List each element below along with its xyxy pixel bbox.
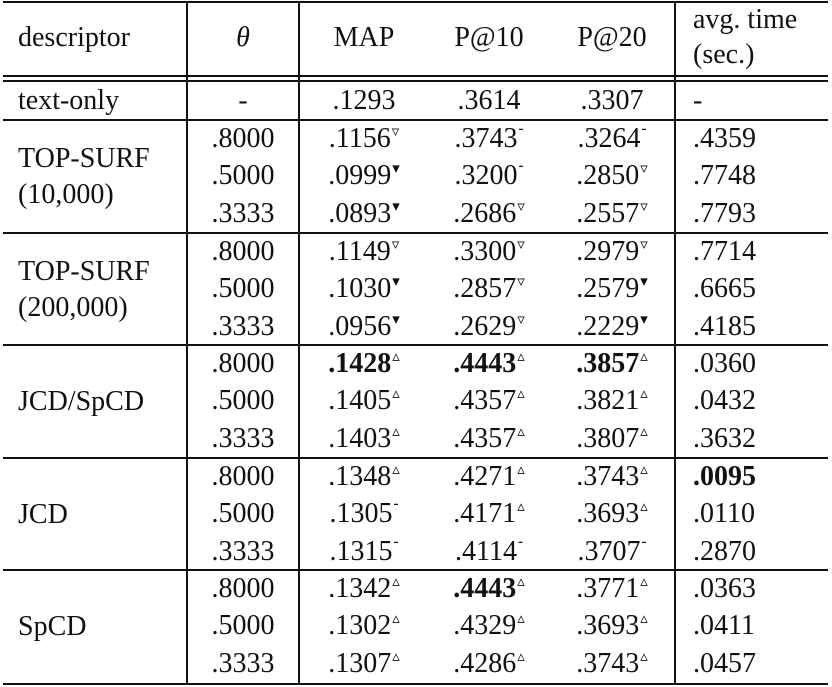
column-divider bbox=[674, 1, 676, 685]
p10-cell bbox=[428, 311, 550, 347]
cell-value: .0457 bbox=[693, 647, 756, 679]
header-p10: P@10 bbox=[454, 22, 524, 53]
header-avg-time: avg. time bbox=[693, 4, 798, 35]
no-significance-marker: - bbox=[641, 533, 647, 550]
cell-value: .2579 bbox=[576, 273, 640, 305]
significance-marker-icon: ▵ bbox=[517, 423, 525, 440]
significance-marker-icon: ▿ bbox=[517, 311, 525, 328]
cell-value: .1348 bbox=[328, 461, 392, 492]
p20-cell bbox=[550, 273, 674, 309]
theta-value: .8000 bbox=[211, 123, 275, 154]
cell-value: .4357 bbox=[453, 385, 517, 417]
no-significance-marker: - bbox=[518, 121, 524, 137]
significance-marker-icon: ▵ bbox=[517, 462, 525, 478]
baseline-descriptor: text-only bbox=[18, 85, 120, 116]
theta-value: .8000 bbox=[211, 461, 275, 492]
p20-cell bbox=[550, 533, 674, 572]
significance-marker-icon: ▵ bbox=[640, 462, 648, 478]
bottom-rule bbox=[3, 683, 828, 685]
header-descriptor: descriptor bbox=[18, 22, 130, 53]
map-cell bbox=[300, 123, 428, 159]
cell-value: .4359 bbox=[693, 123, 756, 154]
significance-marker-icon: ▿ bbox=[391, 237, 400, 253]
theta-value: .5000 bbox=[211, 160, 275, 192]
cell-value: .1403 bbox=[328, 422, 392, 454]
significance-marker-icon: ▿ bbox=[517, 198, 525, 215]
significance-marker-icon: ▵ bbox=[640, 349, 648, 365]
row-separator bbox=[3, 119, 828, 121]
avg-time-cell bbox=[693, 198, 756, 230]
theta-value: .8000 bbox=[211, 348, 275, 379]
p20-cell bbox=[550, 311, 674, 347]
header-p20: P@20 bbox=[577, 22, 647, 53]
cell-value: .3821 bbox=[576, 385, 640, 417]
map-cell bbox=[300, 573, 428, 609]
theta-value: .3333 bbox=[211, 422, 275, 454]
avg-time-cell bbox=[693, 536, 756, 568]
p10-cell bbox=[428, 348, 550, 384]
cell-value: .2979 bbox=[576, 236, 640, 267]
map-cell bbox=[300, 461, 428, 497]
cell-value: .7748 bbox=[693, 160, 756, 192]
cell-value: .1428 bbox=[328, 348, 392, 379]
no-significance-marker: - bbox=[393, 533, 399, 550]
cell-value: .7714 bbox=[693, 236, 756, 267]
significance-marker-icon: ▵ bbox=[517, 499, 525, 516]
map-cell bbox=[300, 610, 428, 646]
significance-marker-icon: ▵ bbox=[517, 611, 525, 628]
header-map: MAP bbox=[333, 22, 395, 53]
cell-value: .2229 bbox=[576, 310, 640, 342]
cell-value: .3807 bbox=[576, 422, 640, 454]
avg-time-cell bbox=[693, 385, 756, 417]
map-cell bbox=[300, 273, 428, 309]
theta-value: .3333 bbox=[211, 310, 275, 342]
avg-time-cell bbox=[693, 498, 755, 530]
cell-value: .0999 bbox=[328, 160, 392, 192]
cell-value: .3693 bbox=[576, 610, 640, 642]
significance-marker-icon: ▿ bbox=[640, 161, 648, 178]
map-cell bbox=[300, 498, 428, 534]
p10-cell bbox=[428, 160, 550, 196]
significance-marker-icon: ▵ bbox=[517, 574, 525, 590]
significance-marker-icon: ▵ bbox=[392, 349, 400, 365]
significance-marker-icon: ▵ bbox=[517, 386, 525, 403]
cell-value: .4357 bbox=[453, 422, 517, 454]
baseline-map: .1293 bbox=[332, 85, 396, 116]
theta-value: .8000 bbox=[211, 236, 275, 267]
cell-value: .0411 bbox=[693, 610, 755, 642]
cell-value: .3743 bbox=[454, 123, 518, 154]
p20-cell bbox=[550, 461, 674, 497]
cell-value: .1307 bbox=[328, 647, 392, 679]
p20-cell bbox=[550, 573, 674, 609]
p10-cell bbox=[428, 573, 550, 609]
significance-marker-icon: ▵ bbox=[392, 611, 400, 628]
map-cell bbox=[300, 533, 428, 572]
cell-value: .4286 bbox=[453, 647, 517, 679]
p20-cell bbox=[550, 498, 674, 534]
cell-value: .1156 bbox=[328, 123, 391, 154]
theta-value: .5000 bbox=[211, 385, 275, 417]
header-theta: θ bbox=[236, 22, 250, 53]
significance-marker-icon: ▾ bbox=[640, 274, 648, 291]
significance-marker-icon: ▵ bbox=[640, 386, 648, 403]
group-descriptor-name: JCD bbox=[18, 498, 68, 530]
p10-cell bbox=[428, 533, 550, 572]
no-significance-marker: - bbox=[641, 121, 647, 137]
cell-value: .3707 bbox=[577, 535, 641, 567]
cell-value: .1030 bbox=[328, 273, 392, 305]
cell-value: .2850 bbox=[576, 160, 640, 192]
map-cell bbox=[300, 423, 428, 459]
significance-marker-icon: ▿ bbox=[640, 198, 648, 215]
baseline-theta: - bbox=[238, 85, 248, 116]
avg-time-cell bbox=[693, 423, 756, 455]
cell-value: .1342 bbox=[328, 573, 392, 604]
p10-cell bbox=[428, 385, 550, 421]
cell-value: .1405 bbox=[328, 385, 392, 417]
map-cell bbox=[300, 348, 428, 384]
significance-marker-icon: ▵ bbox=[392, 462, 400, 478]
p20-cell bbox=[550, 610, 674, 646]
cell-value: .6665 bbox=[693, 273, 756, 305]
cell-value: .3300 bbox=[453, 236, 517, 267]
cell-value: .3264 bbox=[577, 123, 641, 154]
cell-value: .2686 bbox=[453, 197, 517, 229]
avg-time-cell bbox=[693, 273, 756, 305]
row-separator bbox=[3, 232, 828, 234]
baseline-p20: .3307 bbox=[580, 85, 644, 116]
significance-marker-icon: ▵ bbox=[517, 349, 525, 365]
cell-value: .3693 bbox=[576, 498, 640, 530]
column-divider bbox=[186, 1, 188, 685]
significance-marker-icon: ▵ bbox=[392, 386, 400, 403]
significance-marker-icon: ▵ bbox=[640, 499, 648, 516]
significance-marker-icon: ▵ bbox=[392, 423, 400, 440]
p10-cell bbox=[428, 198, 550, 234]
significance-marker-icon: ▾ bbox=[392, 198, 400, 215]
cell-value: .0095 bbox=[693, 461, 756, 492]
p20-cell bbox=[550, 236, 674, 272]
avg-time-cell bbox=[693, 461, 756, 493]
column-divider bbox=[298, 1, 300, 685]
map-cell bbox=[300, 160, 428, 196]
significance-marker-icon: ▵ bbox=[392, 574, 400, 590]
cell-value: .0110 bbox=[693, 498, 755, 530]
cell-value: .4329 bbox=[453, 610, 517, 642]
p10-cell bbox=[428, 610, 550, 646]
p20-cell bbox=[550, 160, 674, 196]
cell-value: .0956 bbox=[328, 310, 392, 342]
significance-marker-icon: ▾ bbox=[640, 311, 648, 328]
p10-cell bbox=[428, 123, 550, 159]
significance-marker-icon: ▿ bbox=[517, 237, 525, 253]
cell-value: .1315 bbox=[329, 535, 393, 567]
group-descriptor-name: TOP-SURF bbox=[18, 255, 150, 287]
no-significance-marker: - bbox=[517, 533, 523, 550]
avg-time-cell bbox=[693, 573, 756, 605]
map-cell bbox=[300, 648, 428, 684]
significance-marker-icon: ▿ bbox=[517, 274, 525, 291]
cell-value: .3743 bbox=[576, 461, 640, 492]
avg-time-cell bbox=[693, 123, 756, 155]
significance-marker-icon: ▿ bbox=[640, 237, 648, 253]
cell-value: .4185 bbox=[693, 310, 756, 342]
theta-value: .5000 bbox=[211, 273, 275, 305]
significance-marker-icon: ▿ bbox=[391, 124, 400, 140]
cell-value: .3771 bbox=[576, 573, 640, 604]
theta-value: .5000 bbox=[211, 610, 275, 642]
cell-value: .7793 bbox=[693, 197, 756, 229]
header-double-rule-bottom bbox=[3, 80, 828, 82]
theta-value: .5000 bbox=[211, 498, 275, 530]
cell-value: .0363 bbox=[693, 573, 756, 604]
significance-marker-icon: ▵ bbox=[640, 423, 648, 440]
map-cell bbox=[300, 385, 428, 421]
avg-time-cell bbox=[693, 236, 756, 268]
avg-time-cell bbox=[693, 160, 756, 192]
cell-value: .4443 bbox=[453, 573, 517, 604]
map-cell bbox=[300, 236, 428, 272]
avg-time-cell bbox=[693, 648, 756, 680]
theta-value: .3333 bbox=[211, 647, 275, 679]
cell-value: .0893 bbox=[328, 197, 392, 229]
no-significance-marker: - bbox=[393, 496, 399, 513]
group-descriptor-name: (10,000) bbox=[18, 178, 114, 210]
avg-time-cell bbox=[693, 311, 756, 343]
cell-value: .0432 bbox=[693, 385, 756, 417]
cell-value: .4114 bbox=[455, 535, 517, 567]
p20-cell bbox=[550, 198, 674, 234]
avg-time-cell bbox=[693, 610, 755, 642]
top-rule bbox=[3, 1, 828, 3]
baseline-time: - bbox=[693, 85, 703, 116]
cell-value: .4171 bbox=[453, 498, 517, 530]
group-descriptor-name: JCD/SpCD bbox=[18, 385, 145, 417]
p10-cell bbox=[428, 498, 550, 534]
p10-cell bbox=[428, 423, 550, 459]
map-cell bbox=[300, 311, 428, 347]
baseline-p10: .3614 bbox=[457, 85, 521, 116]
map-cell bbox=[300, 198, 428, 234]
p20-cell bbox=[550, 385, 674, 421]
cell-value: .1302 bbox=[328, 610, 392, 642]
cell-value: .2857 bbox=[453, 273, 517, 305]
cell-value: .4271 bbox=[453, 461, 517, 492]
cell-value: .3200 bbox=[454, 160, 518, 192]
header-double-rule-top bbox=[3, 75, 828, 77]
theta-value: .8000 bbox=[211, 573, 275, 604]
avg-time-cell bbox=[693, 348, 756, 380]
significance-marker-icon: ▵ bbox=[517, 648, 525, 665]
header-avg-time-unit: (sec.) bbox=[693, 39, 755, 70]
cell-value: .2870 bbox=[693, 535, 756, 567]
significance-marker-icon: ▵ bbox=[392, 648, 400, 665]
cell-value: .3632 bbox=[693, 422, 756, 454]
cell-value: .1149 bbox=[328, 236, 391, 267]
no-significance-marker: - bbox=[518, 158, 524, 175]
cell-value: .4443 bbox=[453, 348, 517, 379]
cell-value: .3857 bbox=[576, 348, 640, 379]
p10-cell bbox=[428, 236, 550, 272]
p20-cell bbox=[550, 648, 674, 684]
row-separator bbox=[3, 569, 828, 571]
significance-marker-icon: ▾ bbox=[392, 311, 400, 328]
p20-cell bbox=[550, 123, 674, 159]
theta-value: .3333 bbox=[211, 535, 275, 567]
p20-cell bbox=[550, 423, 674, 459]
cell-value: .1305 bbox=[329, 498, 393, 530]
row-separator bbox=[3, 457, 828, 459]
group-descriptor-name: SpCD bbox=[18, 610, 87, 642]
p20-cell bbox=[550, 348, 674, 384]
significance-marker-icon: ▾ bbox=[392, 161, 400, 178]
cell-value: .3743 bbox=[576, 647, 640, 679]
p10-cell bbox=[428, 461, 550, 497]
p10-cell bbox=[428, 273, 550, 309]
cell-value: .0360 bbox=[693, 348, 756, 379]
cell-value: .2629 bbox=[453, 310, 517, 342]
p10-cell bbox=[428, 648, 550, 684]
group-descriptor-name: (200,000) bbox=[18, 291, 128, 323]
significance-marker-icon: ▾ bbox=[392, 274, 400, 291]
group-descriptor-name: TOP-SURF bbox=[18, 142, 150, 174]
theta-value: .3333 bbox=[211, 197, 275, 229]
cell-value: .2557 bbox=[576, 197, 640, 229]
significance-marker-icon: ▵ bbox=[640, 611, 648, 628]
significance-marker-icon: ▵ bbox=[640, 648, 648, 665]
row-separator bbox=[3, 344, 828, 346]
significance-marker-icon: ▵ bbox=[640, 574, 648, 590]
